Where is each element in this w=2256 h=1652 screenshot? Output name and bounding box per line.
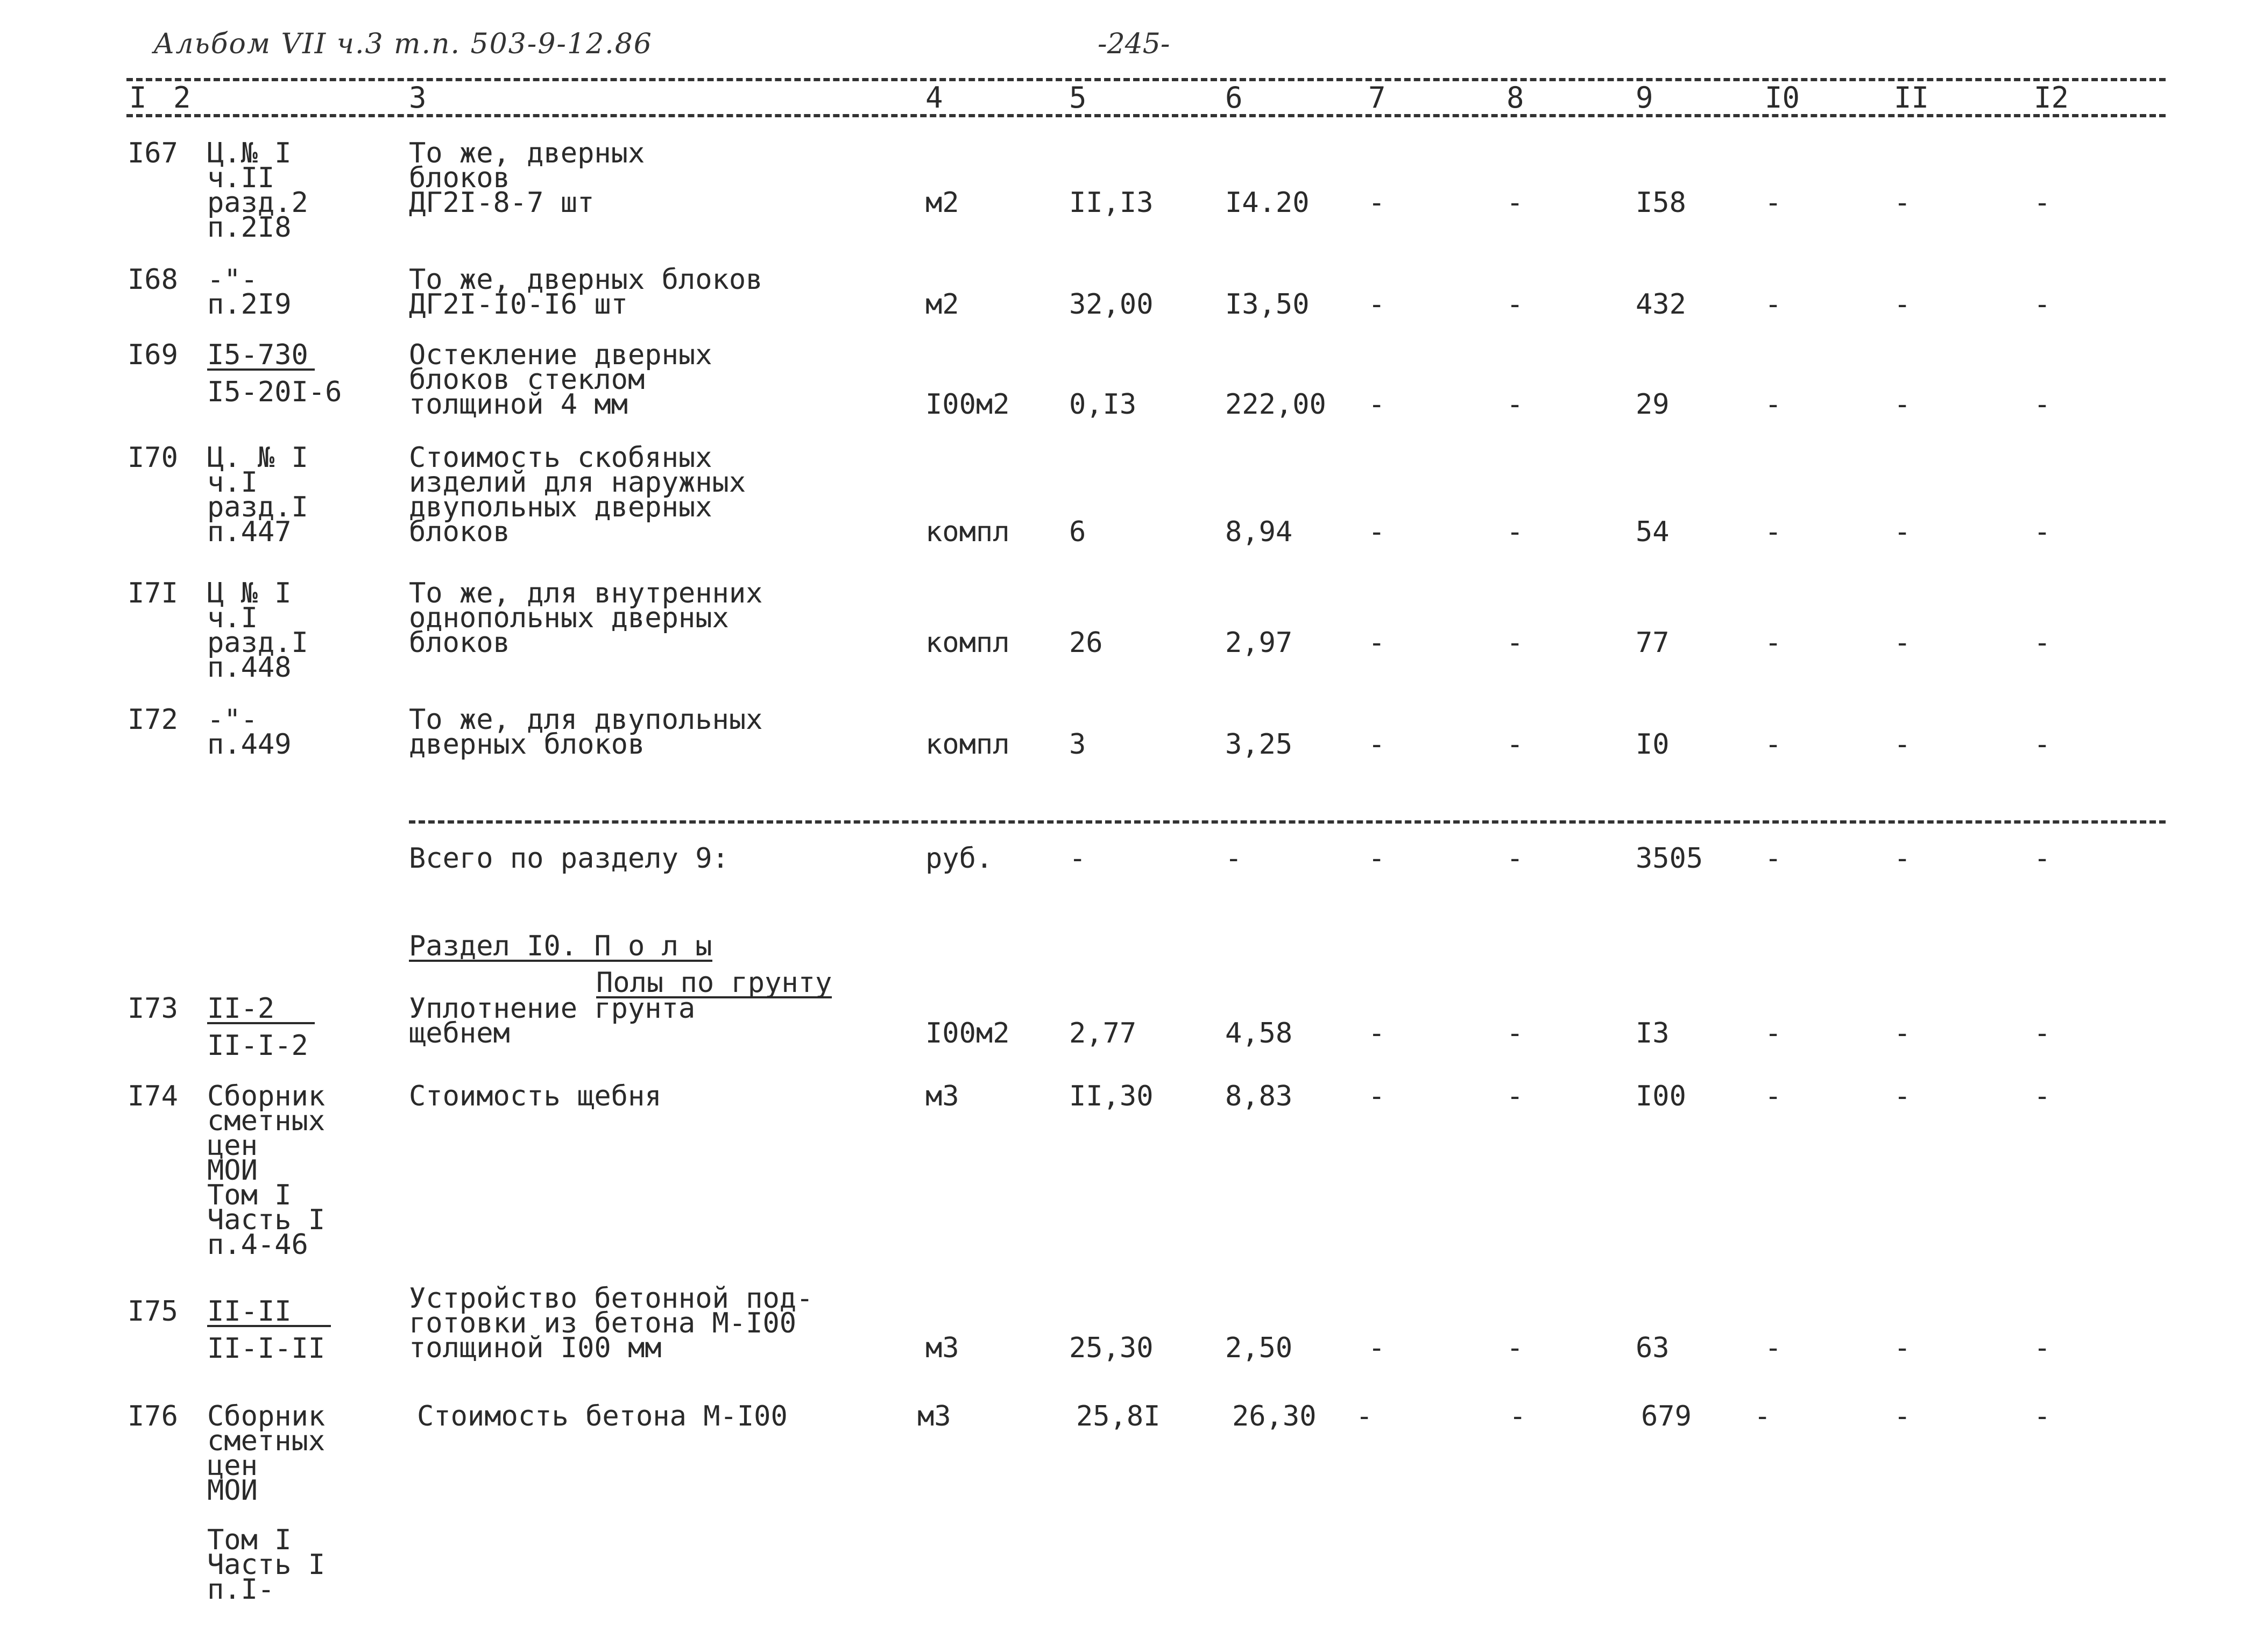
row-unit-price: 8,94 [1225, 516, 1293, 548]
page-number: -245- [1098, 28, 1170, 60]
row-col8: - [1507, 288, 1524, 321]
section-subtitle: Полы по грунту [596, 967, 832, 999]
row-col7: - [1368, 516, 1385, 548]
col-head-5: 5 [1069, 81, 1087, 115]
row-quantity: 2,77 [1069, 1017, 1137, 1050]
row-quantity: 25,30 [1069, 1332, 1154, 1364]
col-head-3: 3 [409, 81, 427, 115]
row-total: I3 [1636, 1017, 1670, 1050]
row-unit: м3 [917, 1400, 951, 1433]
total-col8: - [1507, 842, 1524, 875]
col-head-1: I [129, 81, 147, 115]
row-unit-price: I4.20 [1225, 187, 1310, 219]
row-unit-price: 3,25 [1225, 728, 1293, 761]
row-description: То же, дверных блоков ДГ2I-8-7 шт [409, 137, 645, 219]
row-total: I0 [1636, 728, 1670, 761]
row-number: I69 [128, 339, 178, 371]
row-col8: - [1507, 388, 1524, 421]
row-col12: - [2034, 388, 2051, 421]
row-col7: - [1368, 187, 1385, 219]
row-number: I68 [128, 264, 178, 296]
row-unit-price: 2,97 [1225, 627, 1293, 659]
row-col7: - [1368, 728, 1385, 761]
row-description: Стоимость бетона М-I00 [417, 1400, 788, 1433]
row-col12: - [2034, 1080, 2051, 1112]
row-col11: - [1894, 187, 1911, 219]
row-col8: - [1507, 728, 1524, 761]
total-unit: руб. [925, 842, 993, 875]
row-col12: - [2034, 1017, 2051, 1050]
row-unit: компл [925, 627, 1010, 659]
row-total: 679 [1641, 1400, 1692, 1433]
col-head-9: 9 [1636, 81, 1653, 115]
row-reference-denominator: II-I-II [207, 1332, 326, 1365]
total-col10: - [1765, 842, 1782, 875]
row-col12: - [2034, 1332, 2051, 1364]
row-reference: Сборник сметных цен МОИ Том I Часть I п.I- [207, 1400, 326, 1606]
row-col8: - [1507, 627, 1524, 659]
row-unit: м2 [925, 187, 959, 219]
row-col10: - [1765, 1080, 1782, 1112]
row-col7: - [1368, 1332, 1385, 1364]
row-col8: - [1507, 1332, 1524, 1364]
row-unit-price: 8,83 [1225, 1080, 1293, 1112]
row-total: 54 [1636, 516, 1670, 548]
row-description: То же, дверных блоков ДГ2I-I0-I6 шт [409, 264, 763, 321]
row-reference: Ц.№ I ч.II разд.2 п.2I8 [207, 137, 308, 244]
row-number: I7I [128, 577, 178, 609]
row-col11: - [1894, 1080, 1911, 1112]
total-col11: - [1894, 842, 1911, 875]
col-head-10: I0 [1765, 81, 1800, 115]
col-head-11: II [1894, 81, 1929, 115]
row-quantity: 0,I3 [1069, 388, 1137, 421]
row-col12: - [2034, 627, 2051, 659]
row-col11: - [1894, 516, 1911, 548]
row-description: Уплотнение грунта щебнем [409, 992, 696, 1050]
header-rule-bottom [126, 114, 2166, 117]
row-quantity: 26 [1069, 627, 1103, 659]
row-number: I70 [128, 442, 178, 474]
row-col8: - [1507, 516, 1524, 548]
row-col12: - [2034, 288, 2051, 321]
row-number: I75 [128, 1295, 178, 1328]
row-reference-denominator: II-I-2 [207, 1030, 308, 1062]
row-quantity: 3 [1069, 728, 1086, 761]
row-col10: - [1765, 288, 1782, 321]
row-reference: Ц № I ч.I разд.I п.448 [207, 577, 308, 684]
row-unit: I00м2 [925, 388, 1010, 421]
row-reference: Сборник сметных цен МОИ Том I Часть I п.4-46 [207, 1080, 326, 1261]
total-amount: 3505 [1636, 842, 1703, 875]
row-reference: -"- п.449 [207, 704, 292, 761]
row-col11: - [1894, 1400, 1911, 1433]
total-col12: - [2034, 842, 2051, 875]
row-col11: - [1894, 1332, 1911, 1364]
row-total: 432 [1636, 288, 1686, 321]
row-total: I00 [1636, 1080, 1686, 1112]
row-unit-price: I3,50 [1225, 288, 1310, 321]
row-col10: - [1765, 388, 1782, 421]
row-col7: - [1368, 1017, 1385, 1050]
row-total: 63 [1636, 1332, 1670, 1364]
row-col10: - [1765, 1332, 1782, 1364]
total-col6: - [1225, 842, 1242, 875]
row-reference-numerator: I5-730 [207, 343, 315, 371]
row-number: I72 [128, 704, 178, 736]
col-head-7: 7 [1368, 81, 1386, 115]
col-head-6: 6 [1225, 81, 1243, 115]
row-col11: - [1894, 288, 1911, 321]
row-unit: м3 [925, 1080, 959, 1112]
row-unit: компл [925, 516, 1010, 548]
col-head-2: 2 [173, 81, 191, 115]
row-description: Остекление дверных блоков стеклом толщиной 4 мм [409, 339, 712, 421]
row-col12: - [2034, 516, 2051, 548]
row-col10: - [1765, 627, 1782, 659]
row-unit: компл [925, 728, 1010, 761]
row-col8: - [1507, 1080, 1524, 1112]
row-unit-price: 222,00 [1225, 388, 1326, 421]
row-description: Устройство бетонной под- готовки из бетона М-I00 толщиной I00 мм [409, 1282, 814, 1364]
row-col10: - [1765, 728, 1782, 761]
row-reference: Ц. № I ч.I разд.I п.447 [207, 442, 308, 548]
row-total: 77 [1636, 627, 1670, 659]
row-col12: - [2034, 728, 2051, 761]
row-quantity: II,I3 [1069, 187, 1154, 219]
row-col10: - [1765, 1017, 1782, 1050]
row-reference: -"- п.2I9 [207, 264, 292, 321]
row-description: Стоимость щебня [409, 1080, 662, 1112]
row-unit: м3 [925, 1332, 959, 1364]
row-col10: - [1765, 187, 1782, 219]
row-unit-price: 26,30 [1232, 1400, 1317, 1433]
row-col8: - [1507, 187, 1524, 219]
row-col7: - [1368, 1080, 1385, 1112]
row-quantity: II,30 [1069, 1080, 1154, 1112]
row-total: I58 [1636, 187, 1686, 219]
row-col11: - [1894, 1017, 1911, 1050]
row-quantity: 25,8I [1076, 1400, 1161, 1433]
row-unit-price: 2,50 [1225, 1332, 1293, 1364]
row-unit: I00м2 [925, 1017, 1010, 1050]
row-col11: - [1894, 627, 1911, 659]
row-reference-denominator: I5-20I-6 [207, 376, 342, 408]
row-col12: - [2034, 1400, 2051, 1433]
album-reference: Альбом VII ч.3 т.п. 503-9-12.86 [153, 28, 653, 60]
row-col10: - [1765, 516, 1782, 548]
row-col8: - [1507, 1017, 1524, 1050]
total-label: Всего по разделу 9: [409, 842, 729, 875]
row-number: I73 [128, 992, 178, 1025]
row-description: То же, для двупольных дверных блоков [409, 704, 763, 761]
total-col5: - [1069, 842, 1086, 875]
row-col10: - [1754, 1400, 1771, 1433]
row-col11: - [1894, 728, 1911, 761]
row-col8: - [1509, 1400, 1526, 1433]
row-quantity: 6 [1069, 516, 1086, 548]
header-rule-top [126, 78, 2166, 81]
row-number: I67 [128, 137, 178, 169]
row-col7: - [1368, 388, 1385, 421]
row-total: 29 [1636, 388, 1670, 421]
row-number: I74 [128, 1080, 178, 1112]
section-separator [409, 820, 2166, 824]
row-reference-numerator: II-2 [207, 996, 315, 1024]
row-unit: м2 [925, 288, 959, 321]
row-description: Стоимость скобяных изделий для наружных двупольных дверных блоков [409, 442, 746, 548]
row-col7: - [1368, 627, 1385, 659]
col-head-4: 4 [925, 81, 943, 115]
row-description: То же, для внутренних однопольных дверных блоков [409, 577, 763, 659]
col-head-12: I2 [2034, 81, 2069, 115]
row-col7: - [1356, 1400, 1373, 1433]
row-col7: - [1368, 288, 1385, 321]
row-quantity: 32,00 [1069, 288, 1154, 321]
row-number: I76 [128, 1400, 178, 1433]
col-head-8: 8 [1507, 81, 1524, 115]
section-title: Раздел I0. П о л ы [409, 930, 712, 962]
row-unit-price: 4,58 [1225, 1017, 1293, 1050]
row-reference-numerator: II-II [207, 1299, 331, 1327]
total-col7: - [1368, 842, 1385, 875]
row-col12: - [2034, 187, 2051, 219]
row-col11: - [1894, 388, 1911, 421]
